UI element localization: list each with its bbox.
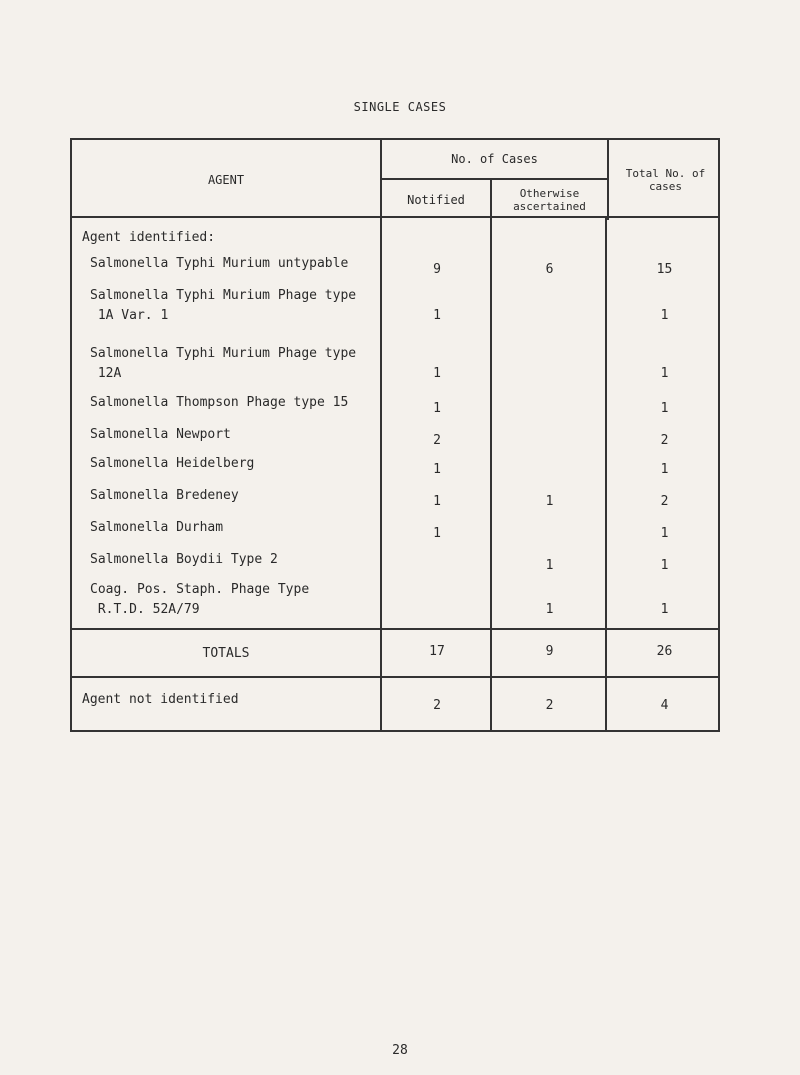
table-body bbox=[70, 216, 720, 630]
table-header bbox=[70, 138, 720, 218]
totals-notified: 17 bbox=[429, 644, 445, 659]
not-identified-total: 4 bbox=[660, 698, 669, 713]
cell-total: 1 bbox=[660, 526, 669, 541]
totals-row bbox=[70, 628, 720, 678]
cell-total: 15 bbox=[656, 262, 673, 277]
agent-label: Salmonella Thompson Phage type 15 bbox=[90, 395, 349, 410]
cell-notified: 9 bbox=[433, 262, 441, 277]
cell-otherwise: 1 bbox=[545, 602, 554, 617]
cell-notified: 1 bbox=[433, 366, 441, 381]
not-identified-label: Agent not identified bbox=[82, 692, 239, 707]
cell-notified: 2 bbox=[433, 433, 441, 448]
page-number: 28 bbox=[392, 1043, 408, 1058]
totals-otherwise: 9 bbox=[545, 644, 554, 659]
cell-total: 1 bbox=[660, 558, 669, 573]
agent-label: Salmonella Typhi Murium Phage type 12A bbox=[90, 346, 357, 381]
cell-notified: 1 bbox=[433, 308, 441, 323]
cell-otherwise: 1 bbox=[545, 558, 554, 573]
header-otherwise-ascertained: Otherwise ascertained bbox=[513, 187, 586, 213]
agent-label: Salmonella Boydii Type 2 bbox=[90, 552, 278, 567]
totals-total: 26 bbox=[656, 644, 673, 659]
section-heading: Agent identified: bbox=[82, 230, 216, 245]
header-no-of-cases: No. of Cases bbox=[382, 140, 607, 180]
header-agent: AGENT bbox=[72, 140, 382, 220]
header-total: Total No. of cases bbox=[607, 140, 722, 220]
cell-notified: 1 bbox=[433, 494, 441, 509]
cell-notified: 1 bbox=[433, 462, 441, 477]
agent-label: Coag. Pos. Staph. Phage Type R.T.D. 52A/79 bbox=[90, 582, 310, 617]
agent-label: Salmonella Typhi Murium Phage type 1A Var. 1 bbox=[90, 288, 357, 323]
header-notified: Notified bbox=[382, 180, 492, 220]
cell-total: 1 bbox=[660, 602, 669, 617]
cell-otherwise: 1 bbox=[545, 494, 554, 509]
cell-total: 1 bbox=[660, 462, 669, 477]
totals-label: TOTALS bbox=[202, 645, 250, 661]
cell-total: 1 bbox=[660, 366, 669, 381]
agent-label: Salmonella Durham bbox=[90, 520, 224, 535]
cell-total: 2 bbox=[660, 433, 669, 448]
cell-otherwise: 6 bbox=[545, 262, 554, 277]
agent-label: Salmonella Typhi Murium untypable bbox=[90, 256, 349, 271]
agent-label: Salmonella Newport bbox=[90, 427, 231, 442]
cell-total: 1 bbox=[660, 401, 669, 416]
cell-notified: 1 bbox=[433, 526, 441, 541]
cell-total: 1 bbox=[660, 308, 669, 323]
not-identified-row bbox=[70, 678, 720, 732]
not-identified-notified: 2 bbox=[433, 698, 441, 713]
not-identified-otherwise: 2 bbox=[545, 698, 554, 713]
cell-total: 2 bbox=[660, 494, 669, 509]
agent-label: Salmonella Heidelberg bbox=[90, 456, 255, 471]
agent-label: Salmonella Bredeney bbox=[90, 488, 239, 503]
page-title: SINGLE CASES bbox=[353, 100, 447, 114]
cell-notified: 1 bbox=[433, 401, 441, 416]
